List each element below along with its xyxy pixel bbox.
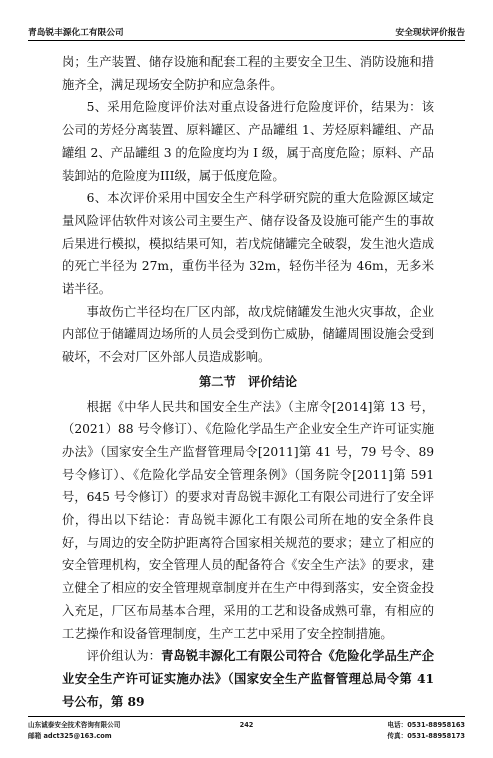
footer-phone: 电话：0531-88958163: [387, 721, 465, 729]
paragraph-item-6: 6、本次评价采用中国安全生产科学研究院的重大危险源区域定量风险评估软件对该公司主要生产、储存设备及设施可能产生的事故后果进行模拟，模拟结果可知，若戊烷储罐完全破裂，发生池火造成的死亡半径为 27m，重伤半径为 32m，轻伤半径为 46m，无多米诺半径。: [62, 191, 434, 297]
header-report-title: 安全现状评价报告: [395, 27, 465, 38]
footer-right-block: [387, 720, 465, 742]
footer-email: 邮箱 adct325@163.com: [28, 732, 112, 740]
section-title: 第二节 评价结论: [199, 374, 297, 389]
footer-fax: 传真：0531-88958173: [387, 732, 465, 740]
paragraph-item-5: 5、采用危险度评价法对重点设备进行危险度评价，结果为：该公司的芳烃分离装置、原料罐区、产品罐组 1、芳烃原料罐组、产品罐组 2、产品罐组 3 的危险度均为 I 级，属于高度危险；原料、产品装卸站的危险度为III级，属于低度危险。: [62, 100, 434, 183]
header-divider: [28, 40, 465, 41]
header-company-name: 青岛锐丰源化工有限公司: [28, 27, 124, 38]
paragraph-evaluation-conclusion: [62, 645, 434, 713]
paragraph-casualty-radius: 事故伤亡半径均在厂区内部，故戊烷储罐发生池火灾事故，企业内部位于储罐周边场所的人员会受到伤亡威胁，储罐周围设施会受到破坏，不会对厂区外部人员造成影响。: [62, 304, 434, 365]
page-number: 242: [239, 721, 254, 729]
paragraph-evaluation-basis: 根据《中华人民共和国安全生产法》（主席令[2014]第 13 号，（2021）88 号令修订）、《危险化学品生产企业安全生产许可证实施办法》（国家安全生产监督管理局令[2011]第 41 号，79 号令、89 号令修订）、《危险化学品安全管理条例》（国务院令[2011]第 591 号，645 号令修订）的要求对青岛锐丰源化工有限公司进行了安全评价，得出以下结论：青岛锐丰源化工有限公司所在地的安全条件良好，与周边的安全防护距离符合国家相关规范的要求；建立了相应的安全管理机构，安全管理人员的配备符合《安全生产法》的要求，建立健全了相应的安全管理规章制度并在生产中得到落实，安全资金投入充足，厂区布局基本合理，采用的工艺和设备成熟可靠，有相应的工艺操作和设备管理制度，生产工艺中采用了安全控制措施。: [62, 399, 434, 641]
page-header: [28, 25, 465, 38]
paragraph-continued: 岗；生产装置、储存设施和配套工程的主要安全卫生、消防设施和措施齐全，满足现场安全防护和应急条件。: [62, 55, 434, 92]
body-text: [62, 51, 434, 713]
footer-company-name: 山东诚泰安全技术咨询有限公司: [28, 721, 121, 729]
footer-divider: [28, 716, 465, 717]
conclusion-prefix: 评价组认为：: [86, 649, 162, 664]
conclusion-statement: 青岛锐丰源化工有限公司符合《危险化学品生产企业安全生产许可证实施办法》（国家安全生产监督管理总局令第 41 号公布，第 89: [62, 648, 434, 709]
page-footer: [28, 720, 465, 742]
